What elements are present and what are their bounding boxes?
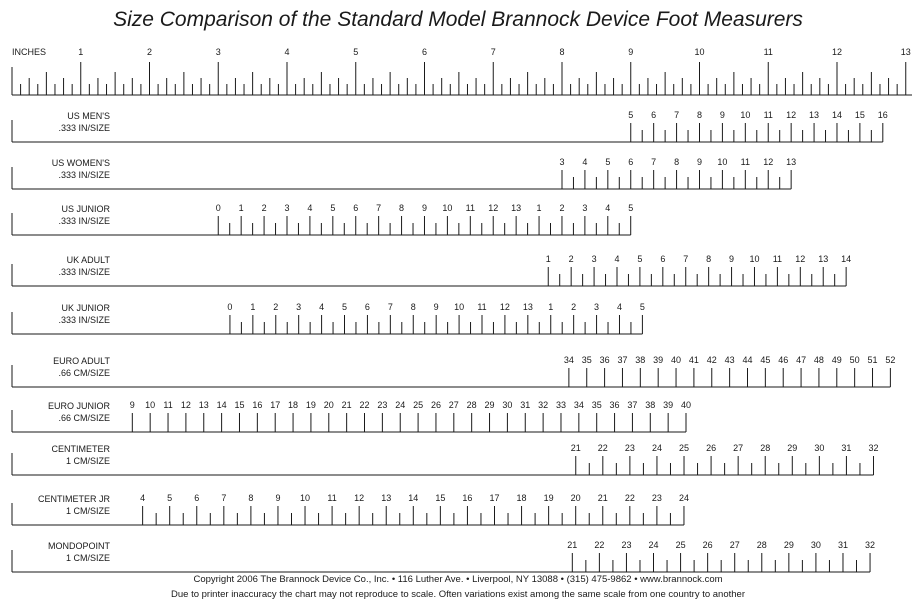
scale-centimeter-jr-size-label: 4 — [140, 493, 146, 503]
scale-centimeter-jr-size-label: 13 — [381, 493, 392, 503]
scale-us-junior-size-label: 5 — [330, 203, 336, 213]
scale-uk-adult-size-label: 12 — [795, 254, 806, 264]
scale-euro-adult-sublabel: .66 CM/SIZE — [58, 368, 110, 378]
scale-us-junior-label: US JUNIOR — [61, 204, 110, 214]
scale-uk-junior-size-label: 3 — [594, 302, 600, 312]
scale-euro-junior-size-label: 23 — [377, 400, 388, 410]
scale-centimeter-jr-size-label: 15 — [435, 493, 446, 503]
scale-us-women-s-size-label: 9 — [696, 157, 702, 167]
inches-tick-label: 11 — [763, 47, 773, 57]
scale-uk-junior-size-label: 3 — [296, 302, 302, 312]
scale-uk-junior-size-label: 2 — [571, 302, 577, 312]
scale-us-junior-size-label: 9 — [421, 203, 427, 213]
scale-uk-junior-size-label: 2 — [273, 302, 279, 312]
scale-euro-junior-label: EURO JUNIOR — [47, 401, 110, 411]
scale-us-junior-size-label: 0 — [215, 203, 221, 213]
scale-centimeter-jr-size-label: 14 — [408, 493, 419, 503]
scale-uk-adult-size-label: 2 — [568, 254, 574, 264]
scale-mondopoint-size-label: 23 — [621, 540, 632, 550]
scale-euro-adult-size-label: 50 — [849, 355, 860, 365]
scale-euro-adult-size-label: 51 — [867, 355, 878, 365]
scale-us-men-s-label: US MEN'S — [67, 111, 110, 121]
scale-us-men-s-size-label: 16 — [877, 110, 888, 120]
scale-centimeter-jr-size-label: 21 — [597, 493, 608, 503]
scale-centimeter-jr-size-label: 17 — [489, 493, 500, 503]
scale-us-junior-size-label: 11 — [465, 203, 475, 213]
scale-mondopoint-label: MONDOPOINT — [48, 541, 110, 551]
inches-tick-label: 3 — [215, 47, 221, 57]
scale-us-women-s-size-label: 3 — [559, 157, 565, 167]
scale-euro-junior-size-label: 22 — [359, 400, 370, 410]
scale-mondopoint-size-label: 31 — [837, 540, 848, 550]
inches-tick-label: 5 — [353, 47, 359, 57]
scale-centimeter-jr-size-label: 10 — [300, 493, 311, 503]
scale-uk-adult-size-label: 8 — [706, 254, 712, 264]
scale-euro-adult-size-label: 46 — [778, 355, 789, 365]
scale-centimeter-size-label: 21 — [570, 443, 581, 453]
scale-us-junior-size-label: 6 — [353, 203, 359, 213]
scale-us-men-s-size-label: 10 — [740, 110, 751, 120]
scale-euro-adult-size-label: 48 — [813, 355, 824, 365]
scale-euro-junior-size-label: 33 — [555, 400, 566, 410]
scale-uk-junior-size-label: 5 — [639, 302, 645, 312]
scale-us-men-s-size-label: 9 — [719, 110, 725, 120]
scale-us-junior-size-label: 1 — [536, 203, 542, 213]
scale-euro-adult-size-label: 39 — [653, 355, 664, 365]
scale-euro-junior-size-label: 26 — [430, 400, 441, 410]
scale-euro-junior-size-label: 37 — [627, 400, 638, 410]
scale-us-junior-size-label: 10 — [442, 203, 453, 213]
scale-euro-junior-size-label: 13 — [198, 400, 209, 410]
scale-euro-adult-size-label: 42 — [706, 355, 717, 365]
inches-tick-label: 6 — [421, 47, 428, 57]
scale-uk-junior-size-label: 0 — [227, 302, 233, 312]
inches-tick-label: 2 — [146, 47, 153, 57]
scale-mondopoint-size-label: 28 — [756, 540, 767, 550]
scale-mondopoint-size-label: 21 — [567, 540, 578, 550]
scale-uk-junior-size-label: 4 — [319, 302, 325, 312]
scale-us-junior-size-label: 7 — [376, 203, 382, 213]
scale-centimeter-jr-size-label: 5 — [167, 493, 173, 503]
scale-us-junior-size-label: 3 — [284, 203, 290, 213]
scale-centimeter-jr-size-label: 7 — [221, 493, 227, 503]
scale-uk-junior-size-label: 6 — [364, 302, 370, 312]
scale-euro-junior-size-label: 20 — [323, 400, 334, 410]
scale-euro-junior-size-label: 14 — [216, 400, 227, 410]
scale-euro-junior-size-label: 30 — [502, 400, 513, 410]
scale-us-men-s-size-label: 13 — [809, 110, 820, 120]
footer-disclaimer: Due to printer inaccuracy the chart may not reproduce to scale. Often variations exist among the same scale from one country to another — [171, 589, 745, 600]
scale-euro-adult-size-label: 52 — [885, 355, 896, 365]
scale-euro-junior-size-label: 39 — [663, 400, 674, 410]
scale-euro-adult-size-label: 43 — [724, 355, 735, 365]
scale-centimeter-jr-size-label: 24 — [678, 493, 689, 503]
scale-uk-adult-size-label: 10 — [749, 254, 760, 264]
scale-mondopoint-size-label: 32 — [865, 540, 876, 550]
scale-us-men-s-size-label: 5 — [628, 110, 634, 120]
scale-us-junior-size-label: 4 — [307, 203, 313, 213]
scale-uk-junior-size-label: 7 — [387, 302, 393, 312]
scale-uk-junior-size-label: 10 — [454, 302, 465, 312]
scale-centimeter-size-label: 28 — [760, 443, 771, 453]
scale-euro-junior-size-label: 24 — [395, 400, 406, 410]
scale-uk-junior-size-label: 9 — [433, 302, 439, 312]
scale-centimeter-jr-size-label: 23 — [651, 493, 662, 503]
scale-us-junior-size-label: 3 — [582, 203, 588, 213]
inches-tick-label: 9 — [628, 47, 634, 57]
scale-centimeter-size-label: 27 — [733, 443, 744, 453]
scale-centimeter-size-label: 30 — [814, 443, 825, 453]
scale-euro-adult-size-label: 44 — [742, 355, 753, 365]
scale-euro-adult-label: EURO ADULT — [53, 356, 110, 366]
scale-centimeter-jr-size-label: 6 — [194, 493, 200, 503]
scale-centimeter-label: CENTIMETER — [51, 444, 110, 454]
scale-uk-adult-size-label: 3 — [591, 254, 597, 264]
scale-uk-junior-size-label: 1 — [250, 302, 256, 312]
scale-euro-junior-size-label: 16 — [252, 400, 263, 410]
scale-euro-adult-size-label: 40 — [671, 355, 682, 365]
scale-us-men-s-size-label: 6 — [651, 110, 657, 120]
scale-uk-adult-size-label: 11 — [772, 254, 783, 264]
scale-euro-junior-size-label: 19 — [305, 400, 316, 410]
chart-title: Size Comparison of the Standard Model Brannock Device Foot Measurers — [113, 8, 803, 31]
scale-centimeter-jr-size-label: 11 — [327, 493, 337, 503]
scale-euro-junior-size-label: 10 — [145, 400, 156, 410]
scale-uk-adult-size-label: 1 — [545, 254, 551, 264]
scale-euro-adult-size-label: 38 — [635, 355, 646, 365]
scale-centimeter-size-label: 22 — [597, 443, 608, 453]
scale-us-women-s-size-label: 10 — [717, 157, 728, 167]
inches-tick-label: 10 — [694, 47, 705, 57]
scale-euro-junior-size-label: 28 — [466, 400, 477, 410]
scale-euro-junior-size-label: 27 — [448, 400, 459, 410]
scale-euro-adult-size-label: 34 — [563, 355, 574, 365]
scale-euro-junior-size-label: 9 — [129, 400, 135, 410]
scale-us-junior-size-label: 13 — [511, 203, 522, 213]
scale-centimeter-jr-size-label: 20 — [570, 493, 581, 503]
scale-us-men-s-size-label: 12 — [786, 110, 797, 120]
scale-euro-junior-size-label: 12 — [180, 400, 191, 410]
scale-centimeter-jr-size-label: 8 — [248, 493, 254, 503]
scale-uk-junior-label: UK JUNIOR — [61, 303, 110, 313]
inches-tick-label: 1 — [78, 47, 84, 57]
scale-euro-junior-size-label: 25 — [413, 400, 424, 410]
scale-uk-adult-size-label: 14 — [841, 254, 852, 264]
scale-us-men-s-size-label: 11 — [763, 110, 773, 120]
scale-euro-junior-size-label: 32 — [538, 400, 549, 410]
scale-euro-junior-size-label: 15 — [234, 400, 245, 410]
scale-uk-adult-size-label: 4 — [614, 254, 620, 264]
scale-us-junior-size-label: 1 — [238, 203, 244, 213]
scale-mondopoint-size-label: 24 — [648, 540, 659, 550]
scale-euro-junior-size-label: 31 — [520, 400, 531, 410]
scale-uk-adult-label: UK ADULT — [66, 255, 110, 265]
scale-euro-junior-size-label: 17 — [270, 400, 281, 410]
scale-centimeter-sublabel: 1 CM/SIZE — [65, 456, 110, 466]
scale-centimeter-size-label: 23 — [624, 443, 635, 453]
scale-us-women-s-size-label: 6 — [628, 157, 634, 167]
scale-euro-junior-size-label: 34 — [573, 400, 584, 410]
scale-us-junior-size-label: 2 — [261, 203, 267, 213]
scale-centimeter-jr-sublabel: 1 CM/SIZE — [65, 506, 110, 516]
scale-mondopoint-size-label: 29 — [783, 540, 794, 550]
scale-euro-adult-size-label: 45 — [760, 355, 771, 365]
scale-euro-junior-size-label: 18 — [288, 400, 299, 410]
scale-uk-junior-size-label: 1 — [548, 302, 554, 312]
scale-uk-junior-size-label: 5 — [342, 302, 348, 312]
scale-us-women-s-size-label: 11 — [740, 157, 750, 167]
scale-centimeter-size-label: 26 — [706, 443, 717, 453]
scale-euro-junior-sublabel: .66 CM/SIZE — [58, 413, 110, 423]
scale-us-women-s-size-label: 12 — [763, 157, 774, 167]
scale-us-men-s-size-label: 14 — [831, 110, 842, 120]
scale-us-men-s-size-label: 15 — [854, 110, 865, 120]
scale-euro-junior-size-label: 29 — [484, 400, 495, 410]
scale-euro-adult-size-label: 35 — [581, 355, 592, 365]
scale-us-women-s-size-label: 13 — [786, 157, 797, 167]
scale-us-women-s-size-label: 8 — [674, 157, 680, 167]
scale-euro-junior-size-label: 40 — [681, 400, 692, 410]
scale-us-men-s-size-label: 8 — [696, 110, 703, 120]
scale-uk-junior-sublabel: .333 IN/SIZE — [58, 315, 110, 325]
scale-euro-adult-size-label: 47 — [796, 355, 807, 365]
scale-us-women-s-label: US WOMEN'S — [51, 158, 110, 168]
scale-us-junior-size-label: 8 — [399, 203, 405, 213]
scale-us-junior-size-label: 4 — [605, 203, 611, 213]
scale-us-women-s-size-label: 7 — [651, 157, 657, 167]
scale-us-junior-sublabel: .333 IN/SIZE — [58, 216, 110, 226]
scale-centimeter-jr-size-label: 18 — [516, 493, 527, 503]
scale-centimeter-jr-label: CENTIMETER JR — [38, 494, 110, 504]
scale-us-men-s-sublabel: .333 IN/SIZE — [58, 123, 110, 133]
scale-centimeter-jr-size-label: 12 — [354, 493, 365, 503]
scale-euro-adult-size-label: 37 — [617, 355, 628, 365]
scale-mondopoint-size-label: 25 — [675, 540, 686, 550]
scale-uk-junior-size-label: 11 — [477, 302, 487, 312]
scale-euro-junior-size-label: 35 — [591, 400, 602, 410]
scale-uk-adult-size-label: 7 — [683, 254, 689, 264]
scale-centimeter-jr-size-label: 16 — [462, 493, 473, 503]
scale-uk-junior-size-label: 12 — [499, 302, 510, 312]
scale-uk-junior-size-label: 8 — [410, 302, 416, 312]
scale-mondopoint-size-label: 22 — [594, 540, 605, 550]
scale-us-junior-size-label: 12 — [488, 203, 499, 213]
scale-us-women-s-size-label: 5 — [605, 157, 611, 167]
scale-uk-adult-size-label: 6 — [660, 254, 666, 264]
scale-euro-adult-size-label: 36 — [599, 355, 610, 365]
inches-label: INCHES — [12, 47, 47, 57]
scale-us-women-s-sublabel: .333 IN/SIZE — [58, 170, 110, 180]
footer-copyright: Copyright 2006 The Brannock Device Co., Inc. • 116 Luther Ave. • Liverpool, NY 13088 • (315) 475-9862 • www.brannock.com — [193, 574, 723, 585]
scale-euro-junior-size-label: 38 — [645, 400, 656, 410]
scale-centimeter-size-label: 32 — [868, 443, 879, 453]
scale-uk-adult-size-label: 13 — [818, 254, 829, 264]
scale-us-women-s-size-label: 4 — [582, 157, 588, 167]
scale-centimeter-jr-size-label: 9 — [275, 493, 281, 503]
scale-euro-adult-size-label: 41 — [688, 355, 699, 365]
scale-uk-adult-size-label: 9 — [729, 254, 735, 264]
inches-tick-label: 8 — [559, 47, 565, 57]
scale-mondopoint-sublabel: 1 CM/SIZE — [65, 553, 110, 563]
scale-us-men-s-size-label: 7 — [674, 110, 680, 120]
scale-mondopoint-size-label: 30 — [810, 540, 821, 550]
scale-centimeter-jr-size-label: 22 — [624, 493, 635, 503]
scale-euro-adult-size-label: 49 — [831, 355, 842, 365]
scale-euro-junior-size-label: 21 — [341, 400, 352, 410]
scale-uk-adult-size-label: 5 — [637, 254, 643, 264]
scale-mondopoint-size-label: 26 — [702, 540, 713, 550]
scale-centimeter-jr-size-label: 19 — [543, 493, 554, 503]
scale-uk-adult-sublabel: .333 IN/SIZE — [58, 267, 110, 277]
inches-tick-label: 12 — [831, 47, 843, 57]
scale-uk-junior-size-label: 4 — [616, 302, 622, 312]
inches-tick-label: 4 — [284, 47, 290, 57]
inches-tick-label: 13 — [900, 47, 911, 57]
scale-centimeter-size-label: 31 — [841, 443, 852, 453]
inches-tick-label: 7 — [490, 47, 496, 57]
scale-euro-junior-size-label: 11 — [163, 400, 173, 410]
scale-uk-junior-size-label: 13 — [522, 302, 533, 312]
scale-us-junior-size-label: 5 — [628, 203, 634, 213]
scale-us-junior-size-label: 2 — [559, 203, 565, 213]
scale-mondopoint-size-label: 27 — [729, 540, 740, 550]
scale-centimeter-size-label: 29 — [787, 443, 798, 453]
scale-euro-junior-size-label: 36 — [609, 400, 620, 410]
scale-centimeter-size-label: 24 — [651, 443, 662, 453]
scale-centimeter-size-label: 25 — [679, 443, 690, 453]
